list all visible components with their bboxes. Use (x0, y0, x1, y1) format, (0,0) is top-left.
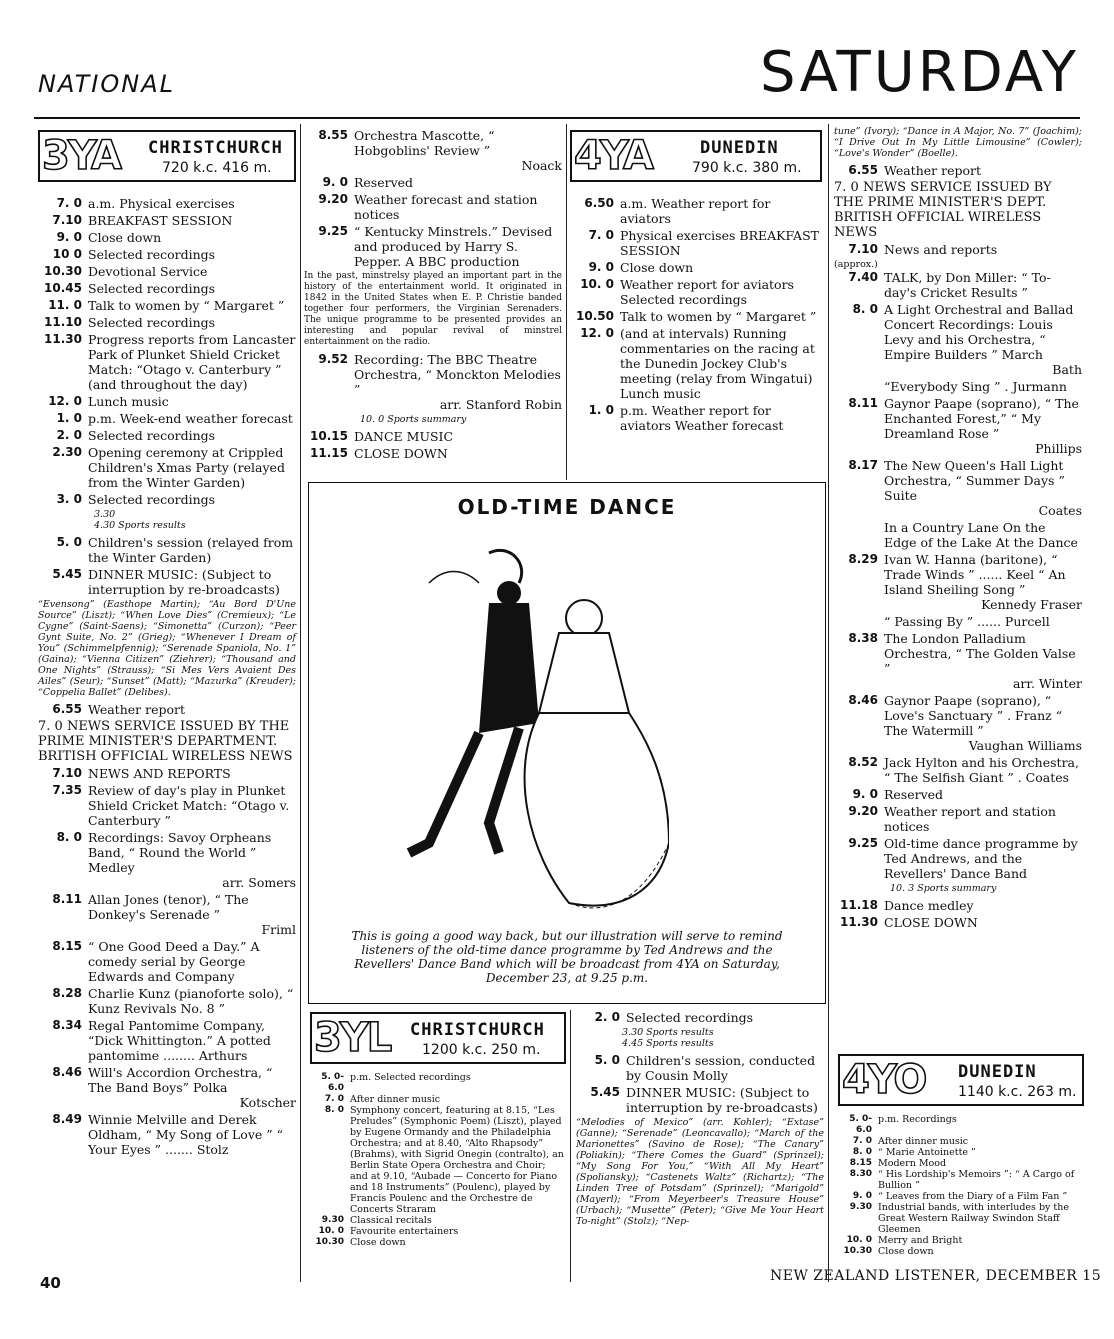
entry-description: Weather report for aviators Selected recordings (620, 277, 794, 307)
news-service: 7. 0 NEWS SERVICE ISSUED BY THE PRIME MINISTER'S DEPT. BRITISH OFFICIAL WIRELESS NEWS (834, 180, 1052, 240)
entry-time: 7.10 (52, 766, 82, 780)
entry-time: 10.15 (310, 429, 348, 443)
entry-time (834, 520, 884, 550)
entry-time: 9.30 (849, 1202, 872, 1212)
programme-entry (304, 429, 562, 444)
entry-description: Opening ceremony at Crippled Children's Xmas Party (relayed from the Winter Garden) (88, 445, 285, 490)
programme-entry (834, 552, 1082, 612)
column-4ya (570, 130, 822, 435)
column-divider (828, 124, 829, 1282)
entry-time: 8.55 (318, 128, 348, 142)
entry-description: Progress reports from Lancaster Park of Plunket Shield Cricket Match: “Otago v. Canterbury ” (and throughout the day) (88, 332, 296, 392)
entry-description: Charlie Kunz (pianoforte solo), “ Kunz Revivals No. 8 ” (88, 986, 294, 1016)
column-4yo (838, 1054, 1084, 1257)
entry-description: “ Kentucky Minstrels.” Devised and produced by Harry S. Pepper. A BBC production (354, 224, 553, 269)
entry-description: Lunch music (88, 394, 169, 409)
entry-time: 7. 0 (324, 1094, 344, 1104)
programme-entry (570, 403, 822, 433)
station-frequency: 790 k.c. 380 m. (692, 160, 802, 176)
entry-description: Close down (878, 1246, 934, 1257)
entry-description: Talk to women by “ Margaret ” (620, 309, 817, 324)
entry-description: Allan Jones (tenor), “ The Donkey's Serenade ” (88, 892, 249, 922)
entry-description: Symphony concert, featuring at 8.15, “Les Preludes” (Symphonic Poem) (Liszt), played by Eugene Ormandy and the Philadelphia Orchestra; and at 8.40, “Alto Rhapsody” (Brahms), with Sigrid Onegin (contralto), an Berlin State Opera Orchestra and Choir; and at 9.10, “Aubade — Concerto for Piano and 18 Instruments” (Poulenc), played by Francis Poulenc and the Orchestre de Concerts Straram (350, 1105, 564, 1215)
entry-time: 8.28 (52, 986, 82, 1000)
entry-time: 9.20 (848, 804, 878, 818)
entry-time (834, 379, 884, 394)
programme-entry (304, 224, 562, 269)
programme-entry (304, 128, 562, 173)
news-service: 7. 0 NEWS SERVICE ISSUED BY THE PRIME MINISTER'S DEPARTMENT. BRITISH OFFICIAL WIRELESS NEWS (38, 719, 293, 764)
entry-description: DINNER MUSIC: (Subject to interruption by re-broadcasts) (88, 567, 280, 597)
column-divider (300, 124, 301, 1282)
station-box-3ya (38, 130, 296, 182)
dancing-couple-illustration (369, 523, 669, 923)
entry-description: In a Country Lane On the Edge of the Lake At the Dance (884, 520, 1078, 550)
programme-entry (304, 175, 562, 190)
entry-description: “ Passing By ” ...... Purcell (884, 614, 1050, 629)
entry-description: Industrial bands, with interludes by the Great Western Railway Swindon Staff Gleemen (878, 1202, 1069, 1235)
entry-description: Recordings: Savoy Orpheans Band, “ Round the World ” Medley (88, 830, 272, 875)
programme-entry (38, 332, 296, 392)
dinner-music-list: “Evensong” (Easthope Martin); “Au Bord D'Une Source” (Liszt); “When Love Dies” (Cremieux); “Le Cygne” (Saint-Saens); “Simonetta” (Curzon); “Peer Gynt Suite, No. 2” (Grieg); “Whenever I Dream of You” (Schimmelpfennig); “Serenade Spaniola, No. 1” (Gaina); “Vienna Citizen” (Ziehrer); “Thousand and One Nights” (Strauss); “Si Mes Vers Avaient Des Ailes” (Seur); “Sunset” (Matt); “Mazurka” (Kreuder); “Coppelia Ballet” (Delibes). (38, 599, 296, 698)
entry-description: Weather report and station notices (884, 804, 1056, 834)
programme-entry (310, 1226, 566, 1237)
programme-entry (304, 446, 562, 461)
entry-time: 8.49 (52, 1112, 82, 1126)
entry-time: 9.20 (318, 192, 348, 206)
header-rule (34, 117, 1080, 119)
programme-entry (838, 1202, 1084, 1235)
entry-time: 7.40 (848, 270, 878, 284)
entry-time: 8.52 (848, 755, 878, 769)
station-box-4ya (570, 130, 822, 182)
programme-entry (834, 804, 1082, 834)
column-4ya-evening (834, 124, 1082, 932)
entry-time: 5.45 (590, 1085, 620, 1099)
entry-time: 10.50 (576, 309, 614, 323)
entry-description: The New Queen's Hall Light Orchestra, “ Summer Days ” Suite (884, 458, 1065, 503)
feature-caption: This is going a good way back, but our illustration will serve to remind listeners of the old-time dance programme by Ted Andrews and the Revellers' Dance Band which will be broadcast from 4YA on Saturday, December 23, at 9.25 p.m. (351, 929, 783, 985)
entry-time: 8. 0 (324, 1105, 344, 1115)
entry-time: 8.17 (848, 458, 878, 472)
programme-entry (834, 614, 1082, 629)
entry-description: Winnie Melville and Derek Oldham, “ My Song of Love ” “ Your Eyes ” ....... Stolz (88, 1112, 284, 1157)
station-city: DUNEDIN (700, 138, 779, 158)
entry-description: Gaynor Paape (soprano), “ Love's Sanctuary ” . Franz “ The Watermill ” (884, 693, 1063, 738)
entry-time: 10 0 (52, 247, 82, 261)
entry-description: Selected recordings (88, 281, 216, 296)
entry-description: TALK, by Don Miller: “ To-day's Cricket Results ” (884, 270, 1051, 300)
column-divider (566, 124, 567, 480)
entry-description: Classical recitals (350, 1215, 432, 1226)
entry-time: 8.46 (848, 693, 878, 707)
approx-note: (approx.) (834, 259, 878, 270)
entry-description: Talk to women by “ Margaret ” (88, 298, 285, 313)
station-logo: 3YA (42, 133, 120, 179)
programme-entry (838, 1246, 1084, 1257)
column-3ya-evening (304, 128, 562, 463)
programme-entry (38, 445, 296, 490)
programme-entry (38, 766, 296, 781)
station-box-3yl (310, 1012, 566, 1064)
station-logo: 3YL (314, 1015, 391, 1061)
entry-composer: Bath (1052, 362, 1082, 377)
entry-time: 8.38 (848, 631, 878, 645)
column-3ya (38, 130, 296, 1159)
entry-time: 11.15 (310, 446, 348, 460)
entry-time: 8.29 (848, 552, 878, 566)
entry-description: Selected recordings (88, 247, 216, 262)
programme-entry (834, 631, 1082, 691)
programme-entry (834, 379, 1082, 394)
programme-entry (38, 567, 296, 597)
programme-entry (834, 787, 1082, 802)
programme-entry (38, 230, 296, 245)
day-heading: SATURDAY (760, 40, 1079, 105)
entry-time: 8.46 (52, 1065, 82, 1079)
entry-time: 5. 0 (56, 535, 82, 549)
entry-description: Regal Pantomime Company, “Dick Whittington.” A potted pantomime ........ Arthurs (88, 1018, 271, 1063)
entry-time: 9. 0 (322, 175, 348, 189)
entry-description: CLOSE DOWN (884, 915, 978, 930)
entry-description: Selected recordings (88, 315, 216, 330)
entry-description: News and reports (884, 242, 998, 257)
entry-description: “Everybody Sing ” . Jurmann (884, 379, 1067, 394)
entry-time: 10.30 (315, 1237, 344, 1247)
entry-time: 9.52 (318, 352, 348, 366)
entry-description: Weather report (88, 702, 185, 717)
entry-description: Reserved (884, 787, 944, 802)
programme-entry (570, 309, 822, 324)
entry-time: 7. 0 (852, 1136, 872, 1146)
programme-entry (834, 458, 1082, 518)
entry-description: The London Palladium Orchestra, “ The Golden Valse ” (884, 631, 1076, 676)
programme-entry (838, 1169, 1084, 1191)
programme-entry (38, 939, 296, 984)
programme-entry (38, 196, 296, 211)
page-number: 40 (40, 1274, 61, 1292)
entry-time: 6.50 (584, 196, 614, 210)
programme-entry (834, 396, 1082, 456)
station-frequency: 1140 k.c. 263 m. (958, 1084, 1077, 1100)
entry-time: 12. 0 (48, 394, 82, 408)
sports-results: 3.30 Sports results 4.45 Sports results (622, 1027, 714, 1049)
entry-composer: Coates (1038, 503, 1082, 518)
entry-description: BREAKFAST SESSION (88, 213, 233, 228)
programme-entry (38, 1065, 296, 1110)
entry-description: NEWS AND REPORTS (88, 766, 231, 781)
programme-entry (576, 1053, 824, 1083)
programme-entry (834, 836, 1082, 881)
station-city: DUNEDIN (958, 1062, 1037, 1082)
programme-entry (838, 1191, 1084, 1202)
programme-entry (834, 302, 1082, 377)
entry-time: 6.55 (52, 702, 82, 716)
entry-description: Physical exercises BREAKFAST SESSION (620, 228, 819, 258)
entry-time: 8.11 (52, 892, 82, 906)
entry-description: Selected recordings (88, 492, 216, 507)
entry-description: Weather forecast and station notices (354, 192, 538, 222)
entry-time: 10. 0 (318, 1226, 344, 1236)
entry-time: 10.30 (44, 264, 82, 278)
programme-entry (38, 428, 296, 443)
entry-composer: Kotscher (239, 1095, 296, 1110)
entry-description: Old-time dance programme by Ted Andrews, and the Revellers' Dance Band (884, 836, 1078, 881)
entry-time: 3. 0 (56, 492, 82, 506)
masthead: NEW ZEALAND LISTENER, DECEMBER 15 (770, 1268, 1102, 1284)
entry-time: 5. 0 (594, 1053, 620, 1067)
entry-description: p.m. Weather report for aviators Weather forecast (620, 403, 784, 433)
entry-time: 10.45 (44, 281, 82, 295)
programme-entry (834, 755, 1082, 785)
entry-time: 12. 0 (580, 326, 614, 340)
entry-time: 9.25 (848, 836, 878, 850)
entry-time: 5.45 (52, 567, 82, 581)
programme-entry (38, 986, 296, 1016)
entry-description: a.m. Physical exercises (88, 196, 235, 211)
entry-time: 9. 0 (852, 787, 878, 801)
entry-description: DANCE MUSIC (354, 429, 454, 444)
entry-description: Close down (620, 260, 694, 275)
programme-entry (834, 898, 1082, 913)
entry-description: DINNER MUSIC: (Subject to interruption by re-broadcasts) (626, 1085, 818, 1115)
programme-entry (838, 1158, 1084, 1169)
entry-description: p.m. Week-end weather forecast (88, 411, 293, 426)
entry-time: 10.30 (843, 1246, 872, 1256)
sports-results: 3.30 4.30 Sports results (94, 509, 186, 531)
entry-composer: Vaughan Williams (968, 738, 1082, 753)
entry-description: “ One Good Deed a Day.” A comedy serial by George Edwards and Company (88, 939, 260, 984)
programme-entry (38, 394, 296, 409)
station-city: CHRISTCHURCH (410, 1020, 545, 1040)
entry-description: Children's session (relayed from the Winter Garden) (88, 535, 294, 565)
programme-entry (310, 1105, 566, 1215)
programme-entry (304, 352, 562, 412)
programme-entry (570, 277, 822, 307)
programme-entry (834, 242, 1082, 257)
entry-description: Jack Hylton and his Orchestra, “ The Selfish Giant ” . Coates (884, 755, 1079, 785)
entry-time: 11.30 (44, 332, 82, 346)
programme-entry (576, 1085, 824, 1115)
dinner-music-continued: tune” (Ivory); “Dance in A Major, No. 7” (Joachim); “I Drive Out In My Little Limousine” (Cowler); “Love's Wonder” (Boelle). (834, 126, 1082, 159)
entry-description: Ivan W. Hanna (baritone), “ Trade Winds ” ...... Keel “ An Island Sheiling Song ” (884, 552, 1066, 597)
column-4ya-afternoon (576, 1010, 824, 1231)
entry-description: After dinner music (350, 1094, 441, 1105)
station-box-4yo (838, 1054, 1084, 1106)
station-frequency: 1200 k.c. 250 m. (422, 1042, 541, 1058)
entry-time: 10. 0 (580, 277, 614, 291)
entry-time: 2. 0 (56, 428, 82, 442)
entry-description: (and at intervals) Running commentaries on the racing at the Dunedin Jockey Club's meeting (relay from Wingatui) Lunch music (620, 326, 815, 401)
entry-time: 7. 0 (588, 228, 614, 242)
programme-entry (38, 1112, 296, 1157)
programme-entry (38, 213, 296, 228)
programme-entry (838, 1136, 1084, 1147)
entry-time: 5. 0-6.0 (849, 1114, 872, 1135)
programme-entry (570, 326, 822, 401)
programme-entry (570, 260, 822, 275)
programme-entry (38, 1018, 296, 1063)
entry-description: Children's session, conducted by Cousin Molly (626, 1053, 816, 1083)
entry-description: Favourite entertainers (350, 1226, 459, 1237)
entry-time: 1. 0 (588, 403, 614, 417)
programme-entry (834, 520, 1082, 550)
entry-time: 9. 0 (852, 1191, 872, 1201)
station-frequency: 720 k.c. 416 m. (162, 160, 272, 176)
entry-time: 2. 0 (594, 1010, 620, 1024)
entry-composer: Phillips (1035, 441, 1082, 456)
entry-time: 2.30 (52, 445, 82, 459)
entry-composer: Noack (521, 158, 562, 173)
feature-box (308, 482, 826, 1004)
entry-description: p.m. Selected recordings (350, 1072, 471, 1083)
programme-entry (310, 1215, 566, 1226)
programme-entry (838, 1114, 1084, 1136)
feature-title: OLD-TIME DANCE (457, 495, 677, 519)
sports-summary: 10. 0 Sports summary (360, 414, 467, 425)
programme-entry (576, 1010, 824, 1025)
entry-time: 8. 0 (56, 830, 82, 844)
entry-time: 9.30 (321, 1215, 344, 1225)
entry-description: Recording: The BBC Theatre Orchestra, “ Monckton Melodies ” (354, 352, 561, 397)
entry-description: A Light Orchestral and Ballad Concert Recordings: Louis Levy and his Orchestra, “ Empire Builders ” March (884, 302, 1074, 362)
entry-description: Close down (88, 230, 162, 245)
programme-entry (38, 298, 296, 313)
entry-description: Selected recordings (626, 1010, 754, 1025)
entry-composer: Kennedy Fraser (981, 597, 1082, 612)
programme-entry (38, 702, 296, 717)
entry-time: 11.18 (840, 898, 878, 912)
programme-entry (570, 228, 822, 258)
entry-description: Orchestra Mascotte, “ Hobgoblins' Review ” (354, 128, 495, 158)
entry-time: 8. 0 (852, 1147, 872, 1157)
entry-composer: arr. Somers (222, 875, 296, 890)
station-logo: 4YA (574, 133, 652, 179)
programme-entry (38, 492, 296, 507)
entry-time: 8.34 (52, 1018, 82, 1032)
entry-composer: arr. Stanford Robin (439, 397, 562, 412)
entry-description: Dance medley (884, 898, 974, 913)
entry-description: Selected recordings (88, 428, 216, 443)
station-city: CHRISTCHURCH (148, 138, 283, 158)
entry-description: CLOSE DOWN (354, 446, 448, 461)
entry-time: 7.10 (52, 213, 82, 227)
minstrel-note: In the past, minstrelsy played an important part in the history of the entertainment world. It originated in 1842 in the United States when E. P. Christie banded together four performers, the Virginian Serenaders. The unique programme to be presented provides an interesting and popular revival of minstrel entertainment on the radio. (304, 271, 562, 347)
entry-time: 7.35 (52, 783, 82, 797)
programme-entry (38, 264, 296, 279)
programme-entry (38, 247, 296, 262)
entry-time: 9. 0 (56, 230, 82, 244)
programme-entry (834, 270, 1082, 300)
programme-entry (570, 196, 822, 226)
entry-time: 5. 0-6.0 (321, 1072, 344, 1093)
entry-description: Gaynor Paape (soprano), “ The Enchanted Forest,” “ My Dreamland Rose ” (884, 396, 1079, 441)
column-3yl (310, 1012, 566, 1248)
entry-description: Will's Accordion Orchestra, “ The Band Boys” Polka (88, 1065, 273, 1095)
programme-entry (38, 315, 296, 330)
entry-time: 8. 0 (852, 302, 878, 316)
programme-entry (838, 1147, 1084, 1158)
programme-entry (310, 1237, 566, 1248)
entry-description: Modern Mood (878, 1158, 947, 1169)
entry-time: 9. 0 (588, 260, 614, 274)
entry-description: “ His Lordship's Memoirs ”: “ A Cargo of Bullion ” (878, 1169, 1075, 1191)
entry-description: Close down (350, 1237, 406, 1248)
entry-time (834, 614, 884, 629)
entry-time: 7. 0 (56, 196, 82, 210)
entry-composer: arr. Winter (1012, 676, 1082, 691)
entry-time: 11.10 (44, 315, 82, 329)
entry-time: 11. 0 (48, 298, 82, 312)
entry-description: Merry and Bright (878, 1235, 963, 1246)
programme-entry (834, 693, 1082, 753)
entry-description: Devotional Service (88, 264, 208, 279)
entry-time: 9.25 (318, 224, 348, 238)
programme-entry (310, 1072, 566, 1094)
entry-time: 10. 0 (846, 1235, 872, 1245)
station-logo: 4YO (842, 1057, 926, 1103)
entry-description: “ Leaves from the Diary of a Film Fan ” (878, 1191, 1068, 1202)
entry-description: “ Marie Antoinette ” (878, 1147, 976, 1158)
sports-summary: 10. 3 Sports summary (890, 883, 997, 894)
programme-entry (38, 783, 296, 828)
programme-entry (834, 915, 1082, 930)
programme-entry (38, 281, 296, 296)
programme-entry (304, 192, 562, 222)
programme-entry (38, 535, 296, 565)
entry-description: Review of day's play in Plunket Shield Cricket Match: “Otago v. Canterbury ” (88, 783, 290, 828)
entry-description: After dinner music (878, 1136, 969, 1147)
entry-time: 1. 0 (56, 411, 82, 425)
section-label: NATIONAL (38, 70, 175, 98)
entry-time: 11.30 (840, 915, 878, 929)
entry-time: 7.10 (848, 242, 878, 256)
programme-entry (38, 892, 296, 937)
programme-entry (838, 1235, 1084, 1246)
entry-composer: Friml (261, 922, 296, 937)
entry-description: Reserved (354, 175, 414, 190)
programme-entry (38, 830, 296, 890)
programme-entry (310, 1094, 566, 1105)
column-divider (570, 1010, 571, 1282)
entry-time: 6.55 (848, 163, 878, 177)
dinner-music-list: “Melodies of Mexico” (arr. Kohler); “Extase” (Ganne); “Serenade” (Leoncavallo); “March of the Marionettes” (Savino de Rose); “The Canary” (Poliakin); “There Comes the Guard” (Sprinzel); “My Song For You,” “With All My Heart” (Spoliansky); “Castenets Waltz” (Richartz); “The Linden Tree of Potsdam” (Sprinzel); “Marigold” (Mayerl); “From Meyerbeer's Treasure House” (Urbach); “Musette” (Peter); “Give Me Your Heart To-night” (Stolz); “Nep- (576, 1117, 824, 1227)
entry-description: a.m. Weather report for aviators (620, 196, 771, 226)
entry-description: p.m. Recordings (878, 1114, 957, 1125)
programme-entry (834, 163, 1082, 178)
entry-time: 8.15 (849, 1158, 872, 1168)
programme-entry (38, 411, 296, 426)
entry-description: Weather report (884, 163, 981, 178)
entry-time: 8.11 (848, 396, 878, 410)
entry-time: 8.30 (849, 1169, 872, 1179)
entry-time: 8.15 (52, 939, 82, 953)
